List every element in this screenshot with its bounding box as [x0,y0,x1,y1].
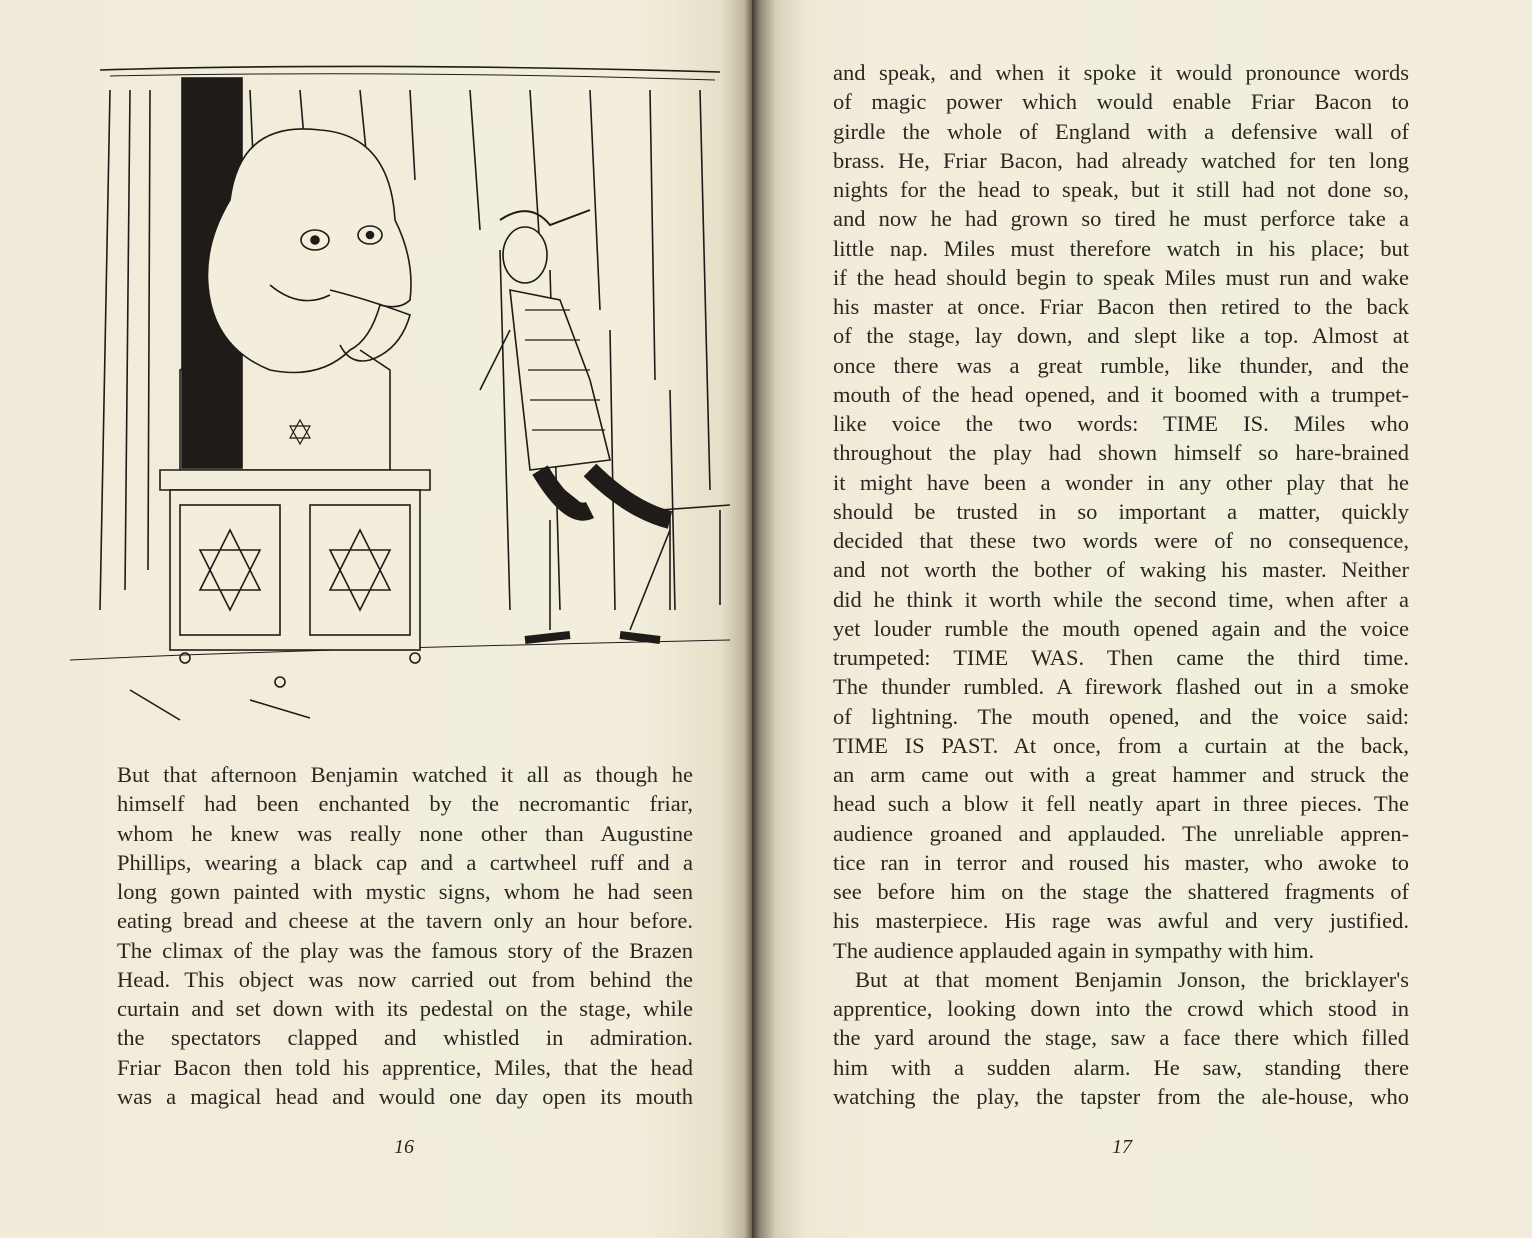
text-line: like voice the two words: TIME IS. Miles who [833,411,1409,436]
text-line: himself had been enchanted by the necromantic friar, [117,791,693,817]
text-line: head such a blow it fell neatly apart in three pieces. The [833,791,1409,817]
text-line: if the head should begin to speak Miles must run and wake [833,264,1409,290]
text-line: trumpeted: TIME WAS. Then came the third time. [833,645,1409,670]
text-line: But that afternoon Benjamin watched it all as though he [117,762,693,787]
text-line: eating bread and cheese at the tavern only an hour before. [117,908,693,934]
text-line: once there was a great rumble, like thunder, and the [833,352,1409,378]
page-number-left: 16 [394,1136,414,1158]
text-line: The thunder rumbled. A firework flashed out in a smoke [833,674,1409,700]
text-line: Head. This object was now carried out from behind the [117,966,693,992]
text-line: whom he knew was really none other than Augustine [117,820,693,846]
page-number-right: 17 [1112,1136,1132,1158]
text-line: long gown painted with mystic signs, whom he had seen [117,879,693,904]
text-line: Friar Bacon then told his apprentice, Miles, that the head [117,1054,693,1080]
text-line: his master at once. Friar Bacon then retired to the back [833,294,1409,319]
text-line: The climax of the play was the famous story of the Brazen [117,937,693,963]
text-line: should be trusted in so important a matter, quickly [833,498,1409,524]
text-line: throughout the play had shown himself so hare-brained [833,440,1409,466]
right-page [752,0,1532,1238]
right-page-text [833,58,1409,1111]
text-line: TIME IS PAST. At once, from a curtain at the back, [833,732,1409,758]
text-line: nights for the head to speak, but it still had not done so, [833,177,1409,202]
left-page-text [117,760,693,1111]
text-line: the yard around the stage, saw a face there which filled [833,1025,1409,1051]
text-line: the spectators clapped and whistled in admiration. [117,1025,693,1051]
text-line: audience groaned and applauded. The unreliable appren- [833,820,1409,846]
text-line: curtain and set down with its pedestal on the stage, while [117,996,693,1021]
text-line: of the stage, lay down, and slept like a top. Almost at [833,323,1409,349]
text-line: brass. He, Friar Bacon, had already watched for ten long [833,147,1409,173]
text-line: of lightning. The mouth opened, and the voice said: [833,703,1409,729]
text-line: him with a sudden alarm. He saw, standing there [833,1054,1409,1080]
text-line: see before him on the stage the shattered fragments of [833,879,1409,904]
text-line: tice ran in terror and roused his master, who awoke to [833,849,1409,875]
text-line: and now he had grown so tired he must perforce take a [833,206,1409,232]
text-line: Phillips, wearing a black cap and a cartwheel ruff and a [117,849,693,875]
text-line: mouth of the head opened, and it boomed with a trumpet- [833,381,1409,407]
text-line: apprentice, looking down into the crowd which stood in [833,996,1409,1021]
stool [660,505,730,610]
text-line: The audience applauded again in sympathy with him. [833,937,1315,963]
text-line: his masterpiece. His rage was awful and very justified. [833,908,1409,934]
text-line: girdle the whole of England with a defensive wall of [833,118,1409,144]
text-line: But at that moment Benjamin Jonson, the bricklayer's [855,966,1409,992]
brazen-head-illustration [70,50,730,730]
left-page [0,0,752,1238]
text-line: and not worth the bother of waking his master. Neither [833,557,1409,583]
text-line: yet louder rumble the mouth opened again and the voice [833,615,1409,641]
text-line: of magic power which would enable Friar Bacon to [833,89,1409,115]
text-line: watching the play, the tapster from the ale-house, who [833,1083,1409,1109]
text-line: an arm came out with a great hammer and struck the [833,762,1409,787]
text-line: did he think it worth while the second time, when after a [833,586,1409,612]
text-line: it might have been a wonder in any other play that he [833,469,1409,495]
text-line: was a magical head and would one day open its mouth [117,1083,693,1109]
text-line: decided that these two words were of no consequence, [833,528,1409,553]
text-line: and speak, and when it spoke it would pronounce words [833,60,1409,85]
text-line: little nap. Miles must therefore watch in his place; but [833,235,1409,261]
